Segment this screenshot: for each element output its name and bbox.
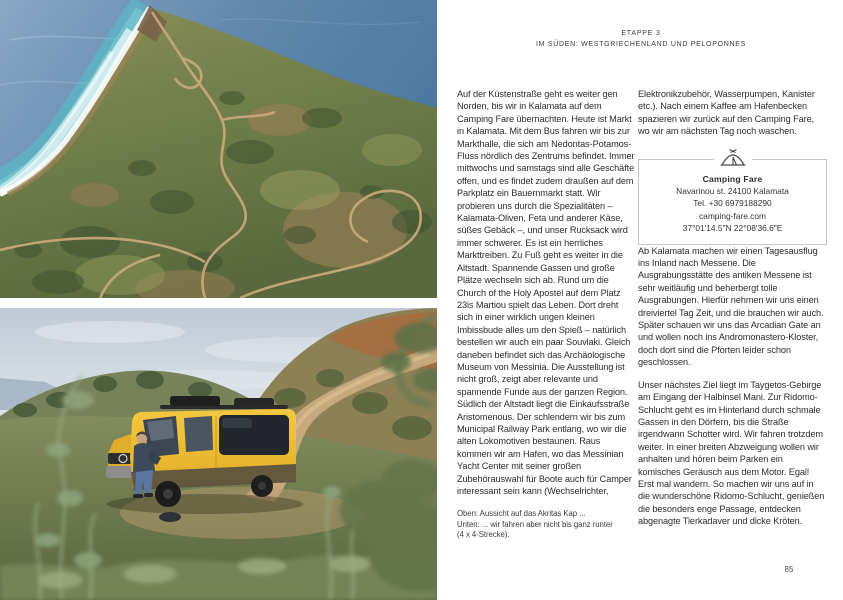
info-box-name: Camping Fare bbox=[702, 173, 763, 184]
chapter-title: IM SÜDEN: WESTGRIECHENLAND UND PELOPONNES bbox=[536, 41, 746, 48]
body-paragraph: Ab Kalamata machen wir einen Tagesausflug ins Inland nach Messene. Die Ausgrabungsstätte des antiken Messene ist sehr weitläufig und beherbergt tolle Ausgrabungen. Hierfür nehmen wir uns einen dreiviertel Tag Zeit, und die brauchen wir auch. Später schauen wir uns das Arcadian Gate an und wollen noch ins Andromonastero-Kloster, doch dort sind die Pforten leider schon geschlossen. bbox=[638, 245, 824, 368]
tent-icon bbox=[714, 149, 752, 166]
etappe-label: ETAPPE 3 bbox=[621, 30, 661, 37]
bag-on-ground bbox=[159, 512, 181, 522]
page-number: 85 bbox=[784, 565, 794, 574]
article-column-2 bbox=[638, 88, 827, 528]
aerial-cape-illustration bbox=[0, 0, 437, 298]
body-paragraph: Unser nächstes Ziel liegt im Taygetos-Gebirge am Eingang der Halbinsel Mani. Zur Ridomo-Schlucht geht es im Hinterland durch schmale Gassen in den Dörfern, bis die Straße irgendwann Schotter wird. Wir fahren trotzdem weiter. In einer breiten Abzweigung wollen wir anhalten und hören beim Parken ein komisches Geräusch aus dem Motor. Egal! Erst mal wandern. So machen wir uns auf in die wunderschöne Ridomo-Schlucht, genießen die besonders enge Passage, entdecken abgenagte Tierkadaver und dicke Kröten. bbox=[638, 379, 825, 527]
caption-line-unten: Unten: ... wir fahren aber nicht bis ganz runter bbox=[457, 519, 613, 529]
info-box-address: Navarinou st. 24100 Kalamata bbox=[676, 185, 789, 196]
body-paragraph: Elektronikzubehör, Wasserpumpen, Kanister etc.). Nach einem Kaffee am Hafenbecken spazieren wir zurück auf den Camping Fare, wo wir am nächsten Tag noch waschen. bbox=[638, 89, 815, 137]
info-box-coordinates: 37°01'14.5"N 22°08'36.6"E bbox=[682, 223, 783, 234]
article-column-1 bbox=[457, 88, 636, 497]
photo-campervan-dirt-road bbox=[0, 308, 437, 600]
page-header bbox=[455, 30, 827, 48]
caption-line-oben: Oben: Aussicht auf das Akritas Kap ... bbox=[457, 509, 586, 518]
caption-line-strecke: (4 x 4-Strecke). bbox=[457, 530, 510, 540]
body-paragraph: Auf der Küstenstraße geht es weiter gen Norden, bis wir in Kalamata auf dem Camping Fare übernachten. Heute ist Markt in Kalamata. Mit dem Bus fahren wir bis zur Markthalle, die sich am Nedontas-Potamos-Fluss nördlich des Zentrums befindet. Immer mittwochs und samstags sind alle Geschäfte offen, und es findet zudem draußen auf dem Parkplatz ein Bauernmarkt statt. Wir probieren uns durch die Spezialitäten – Kalamata-Oliven, Feta und anderer Käse, süßes Gebäck –, und unser Rucksack wird immer schwerer. Es ist ein herrliches Markttreiben. Zu Fuß geht es weiter in die Altstadt. Spannende Gassen und große Plätze wechseln sich ab. Rund um die Church of the Holy Apostel auf dem Platz 23is Martiou spielt das Leben. Dort dreht sich in einer wirklich urigen kleinen Imbissbude alles um den Spieß – natürlich bestellen wir auch ein paar Souvlaki. Gleich daneben befindet sich das Archäologische Museum von Messinia. Die Ausstellung ist nicht groß, zeigt aber relevante und spannende Funde aus der ganzen Region. Südlich der Altstadt liegt die Einkaufsstraße Aristomenous. Der schlendern wir bis zum Municipal Railway Park entlang, wo wir die alten Lokomotiven bestaunen. Raus kommen wir am Hafen, wo das Messinian Yacht Center mit seiner großen Zubehörauswahl für Boote auch für Camper interessant sein kann (Wechselrichter, bbox=[457, 89, 635, 496]
info-box-phone: Tel. +30 6979188290 bbox=[693, 198, 772, 209]
photo-aerial-akritas-cape bbox=[0, 0, 437, 298]
photo-caption bbox=[457, 509, 652, 541]
info-box-camping-fare bbox=[638, 159, 827, 245]
campervan-illustration bbox=[0, 308, 437, 600]
info-box-website: camping-fare.com bbox=[698, 210, 767, 221]
